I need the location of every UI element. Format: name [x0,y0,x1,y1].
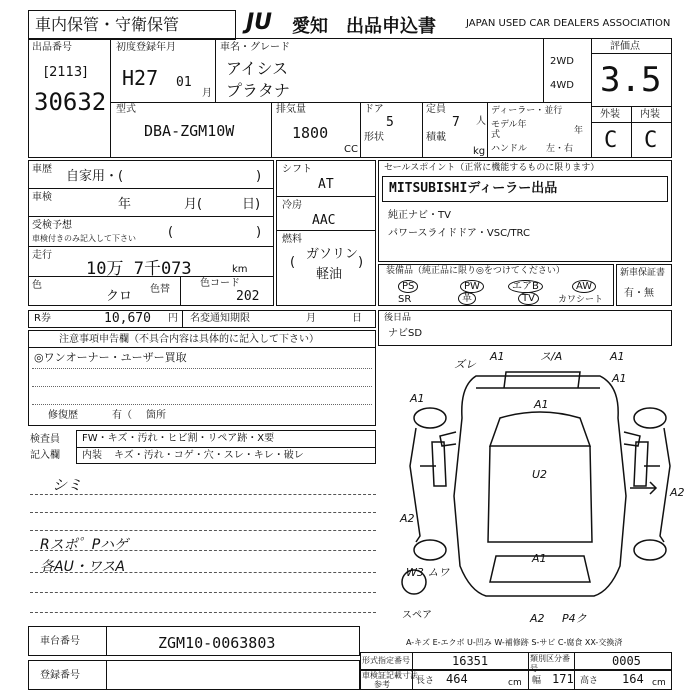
shift-value: AT [318,177,334,192]
damage-legend: A-キズ E-エクボ U-凹み W-補修跡 S-サビ C-腐食 XX-交換済 [406,638,623,647]
model-grade: プラタナ [226,81,290,100]
score-header [591,38,672,54]
score-value: 3.5 [600,60,662,100]
fuel-close: ) [358,255,364,270]
class-value: 0005 [612,654,641,668]
height-unit: cm [652,678,666,688]
plate-label: 登録番号 [40,670,80,681]
equip-ps-text: PS [398,280,418,293]
diagram-label-1: ズレ [454,358,476,371]
diagram-label-8: A1 [532,552,547,565]
diagram-label-11: W3 ムワ [406,566,450,579]
inspection-day: 日) [242,197,261,212]
handwritten-note-2: 各AU・ワスA [40,559,125,575]
ju-logo: JU [246,10,273,35]
height-value: 164 [622,672,644,686]
receive-close: ) [256,225,262,240]
displacement-unit: CC [344,144,358,155]
lot-sub: [2113] [44,65,88,80]
selling-point-3: パワースライドドア・VSC/TRC [388,228,530,239]
steering-options: 左・右 [546,144,574,154]
doors-label: ドア [364,104,384,115]
dealer-label: ディーラー・並行 [491,106,563,116]
aircon-label: 冷房 [282,200,302,211]
diagram-label-6: A1 [534,398,549,411]
equipment-label: 装備品（純正品に限り◎をつけてください） [386,266,565,276]
equip-sr: SR [398,294,412,305]
diagram-label-14: A1 [612,372,627,385]
car-damage-diagram [380,346,696,646]
doors-value: 5 [386,115,394,130]
score-ext-label: 外装 [600,109,620,120]
color-label: 色 [32,280,42,291]
diagram-label-4: A1 [610,350,625,363]
shift-label: シフト [282,164,312,175]
length-value: 464 [446,672,468,686]
lot-number: 30632 [34,88,107,116]
fuel-open: ( [290,255,296,270]
diagram-label-10: A2 [670,486,685,499]
aircon-value: AAC [312,213,336,228]
repair-history-value: 有（ [112,410,132,421]
equip-leather [458,292,476,305]
inspector-row-1: FW・キズ・汚れ・ヒビ割・リペア跡・X要 [82,433,275,444]
class-label: 類別区分番号 [530,654,570,673]
inspector-row-2-label: 内装 [82,450,102,461]
length-unit: cm [508,678,522,688]
registration-label: 初度登録年月 [116,42,176,53]
height-label: 高さ [580,676,599,686]
inspection-year: 年 [118,197,132,212]
storage-title: 車内保管・守衛保管 [35,15,180,34]
displacement-label: 排気量 [276,104,306,115]
mileage-value: 10万 7千073 [86,259,192,279]
lot-label: 出品番号 [32,42,72,53]
model-year-unit: 年 [574,126,584,136]
recycle-value: 10,670 [104,311,151,326]
notes-label: 注意事項申告欄（不具合内容は具体的に記入して下さい） [59,334,319,345]
equip-tv [518,292,539,305]
inspector-label-1: 検査員 [30,434,60,445]
equip-seat: カワシート [558,295,604,305]
equip-tv-text: TV [518,292,539,305]
notes-header [28,330,376,348]
type-value: DBA-ZGM10W [144,122,235,140]
equip-aw-text: AW [572,280,596,293]
selling-points-label: セールスポイント（正常に機能するものに限ります） [384,163,600,173]
diagram-label-3: ス/A [540,350,563,363]
chassis-value: ZGM10-0063803 [158,634,276,652]
capacity-value: 7 [452,115,460,130]
mileage-label: 走行 [32,250,52,261]
displacement-value: 1800 [292,124,329,142]
model-label: 車名・グレード [220,42,290,53]
form-type-value: 16351 [452,654,489,668]
steering-label: ハンドル [491,144,528,154]
capacity-unit: 人 [476,116,486,127]
fuel-diesel: 軽油 [316,267,343,282]
name-change-label: 名変通知期限 [190,313,250,324]
model-year-label: モデル年式 [491,120,527,140]
score-ext: C [604,128,618,153]
load-unit: kg [473,146,486,157]
recycle-label: R券 [34,313,51,324]
receive-open: ( [168,225,174,240]
spare-label: スペア [402,610,432,621]
history-value: 自家用・( [66,169,124,184]
equip-aw [572,280,596,293]
diagram-label-2: A1 [490,350,505,363]
equip-leather-text: 革 [458,292,476,305]
history-label: 車歴 [32,164,52,175]
width-value: 171 [552,672,574,686]
diagram-label-7: U2 [532,468,548,481]
load-label: 積載 [426,132,446,143]
dims-ref: 参考 [374,680,390,689]
name-change-month: 月 [306,313,316,324]
equip-pw-text: PW [460,280,484,293]
shape-label: 形状 [364,132,384,143]
type-label: 型式 [116,104,136,115]
top-grid [28,38,672,158]
history-close: ) [256,169,262,184]
selling-point-2: 純正ナビ・TV [388,210,451,221]
inspection-month: 月( [184,197,203,212]
form-type-label: 形式指定番号 [362,656,410,665]
score-int: C [644,128,658,153]
chassis-label: 車台番号 [40,636,80,647]
diagram-label-12: A2 [530,612,545,625]
warranty-options: 有・無 [624,288,654,299]
diagram-label-9: A2 [400,512,415,525]
name-change-day: 日 [352,313,362,324]
fuel-gasoline: ガソリン [306,247,359,262]
inspection-label: 車検 [32,192,52,203]
aftermarket-block [378,310,672,346]
association-name: JAPAN USED CAR DEALERS ASSOCIATION [466,18,671,29]
length-label: 長さ [416,676,435,686]
repair-history-label: 修復歴 [48,410,78,421]
selling-point-1: MITSUBISHIディーラー出品 [389,181,558,196]
inspector-label-2: 記入欄 [30,450,60,461]
dims-label: 車検証記載寸法 [362,671,418,680]
color-swap-label: 色替 [150,284,170,295]
handwritten-stain: シミ [52,476,83,494]
mileage-unit: km [232,264,248,275]
org-name: 愛知 [292,16,328,37]
equip-airbag-text: エアB [508,280,543,293]
receive-note: 車検付きのみ記入して下さい [32,234,136,243]
inspector-row-2: キズ・汚れ・コゲ・穴・スレ・キレ・破レ [114,450,304,461]
model-name: アイシス [226,59,289,78]
color-value: クロ [106,289,133,304]
drive-2wd: 2WD [550,56,574,67]
aftermarket-label: 後日品 [384,313,412,323]
diagram-label-5: A1 [410,392,425,405]
capacity-label: 定員 [426,104,446,115]
receive-label: 受検予想 [32,220,72,231]
drive-4wd: 4WD [550,80,574,91]
selling-point-highlight [382,176,668,202]
equip-ps [398,280,418,293]
score-label: 評価点 [610,41,640,52]
doc-title: 出品申込書 [346,16,436,37]
color-code: 202 [236,289,260,304]
width-label: 幅 [532,676,542,686]
diagram-label-13: P4ク [562,612,587,625]
warranty-label: 新車保証書 [620,268,666,278]
handwritten-note-1: Rスポ゜Pハゲ [40,537,129,553]
registration-year: H27 [122,66,159,90]
storage-box [28,10,236,40]
aftermarket-value: ナビSD [388,328,423,339]
registration-month-unit: 月 [202,88,212,99]
recycle-unit: 円 [168,313,178,324]
registration-month: 01 [176,75,192,90]
repair-history-close: 箇所 [146,410,166,421]
color-code-label: 色コード [200,278,240,289]
score-int-label: 内装 [640,109,660,120]
fuel-label: 燃料 [282,234,302,245]
notes-line-1: ◎ワンオーナー・ユーザー買取 [34,351,187,364]
